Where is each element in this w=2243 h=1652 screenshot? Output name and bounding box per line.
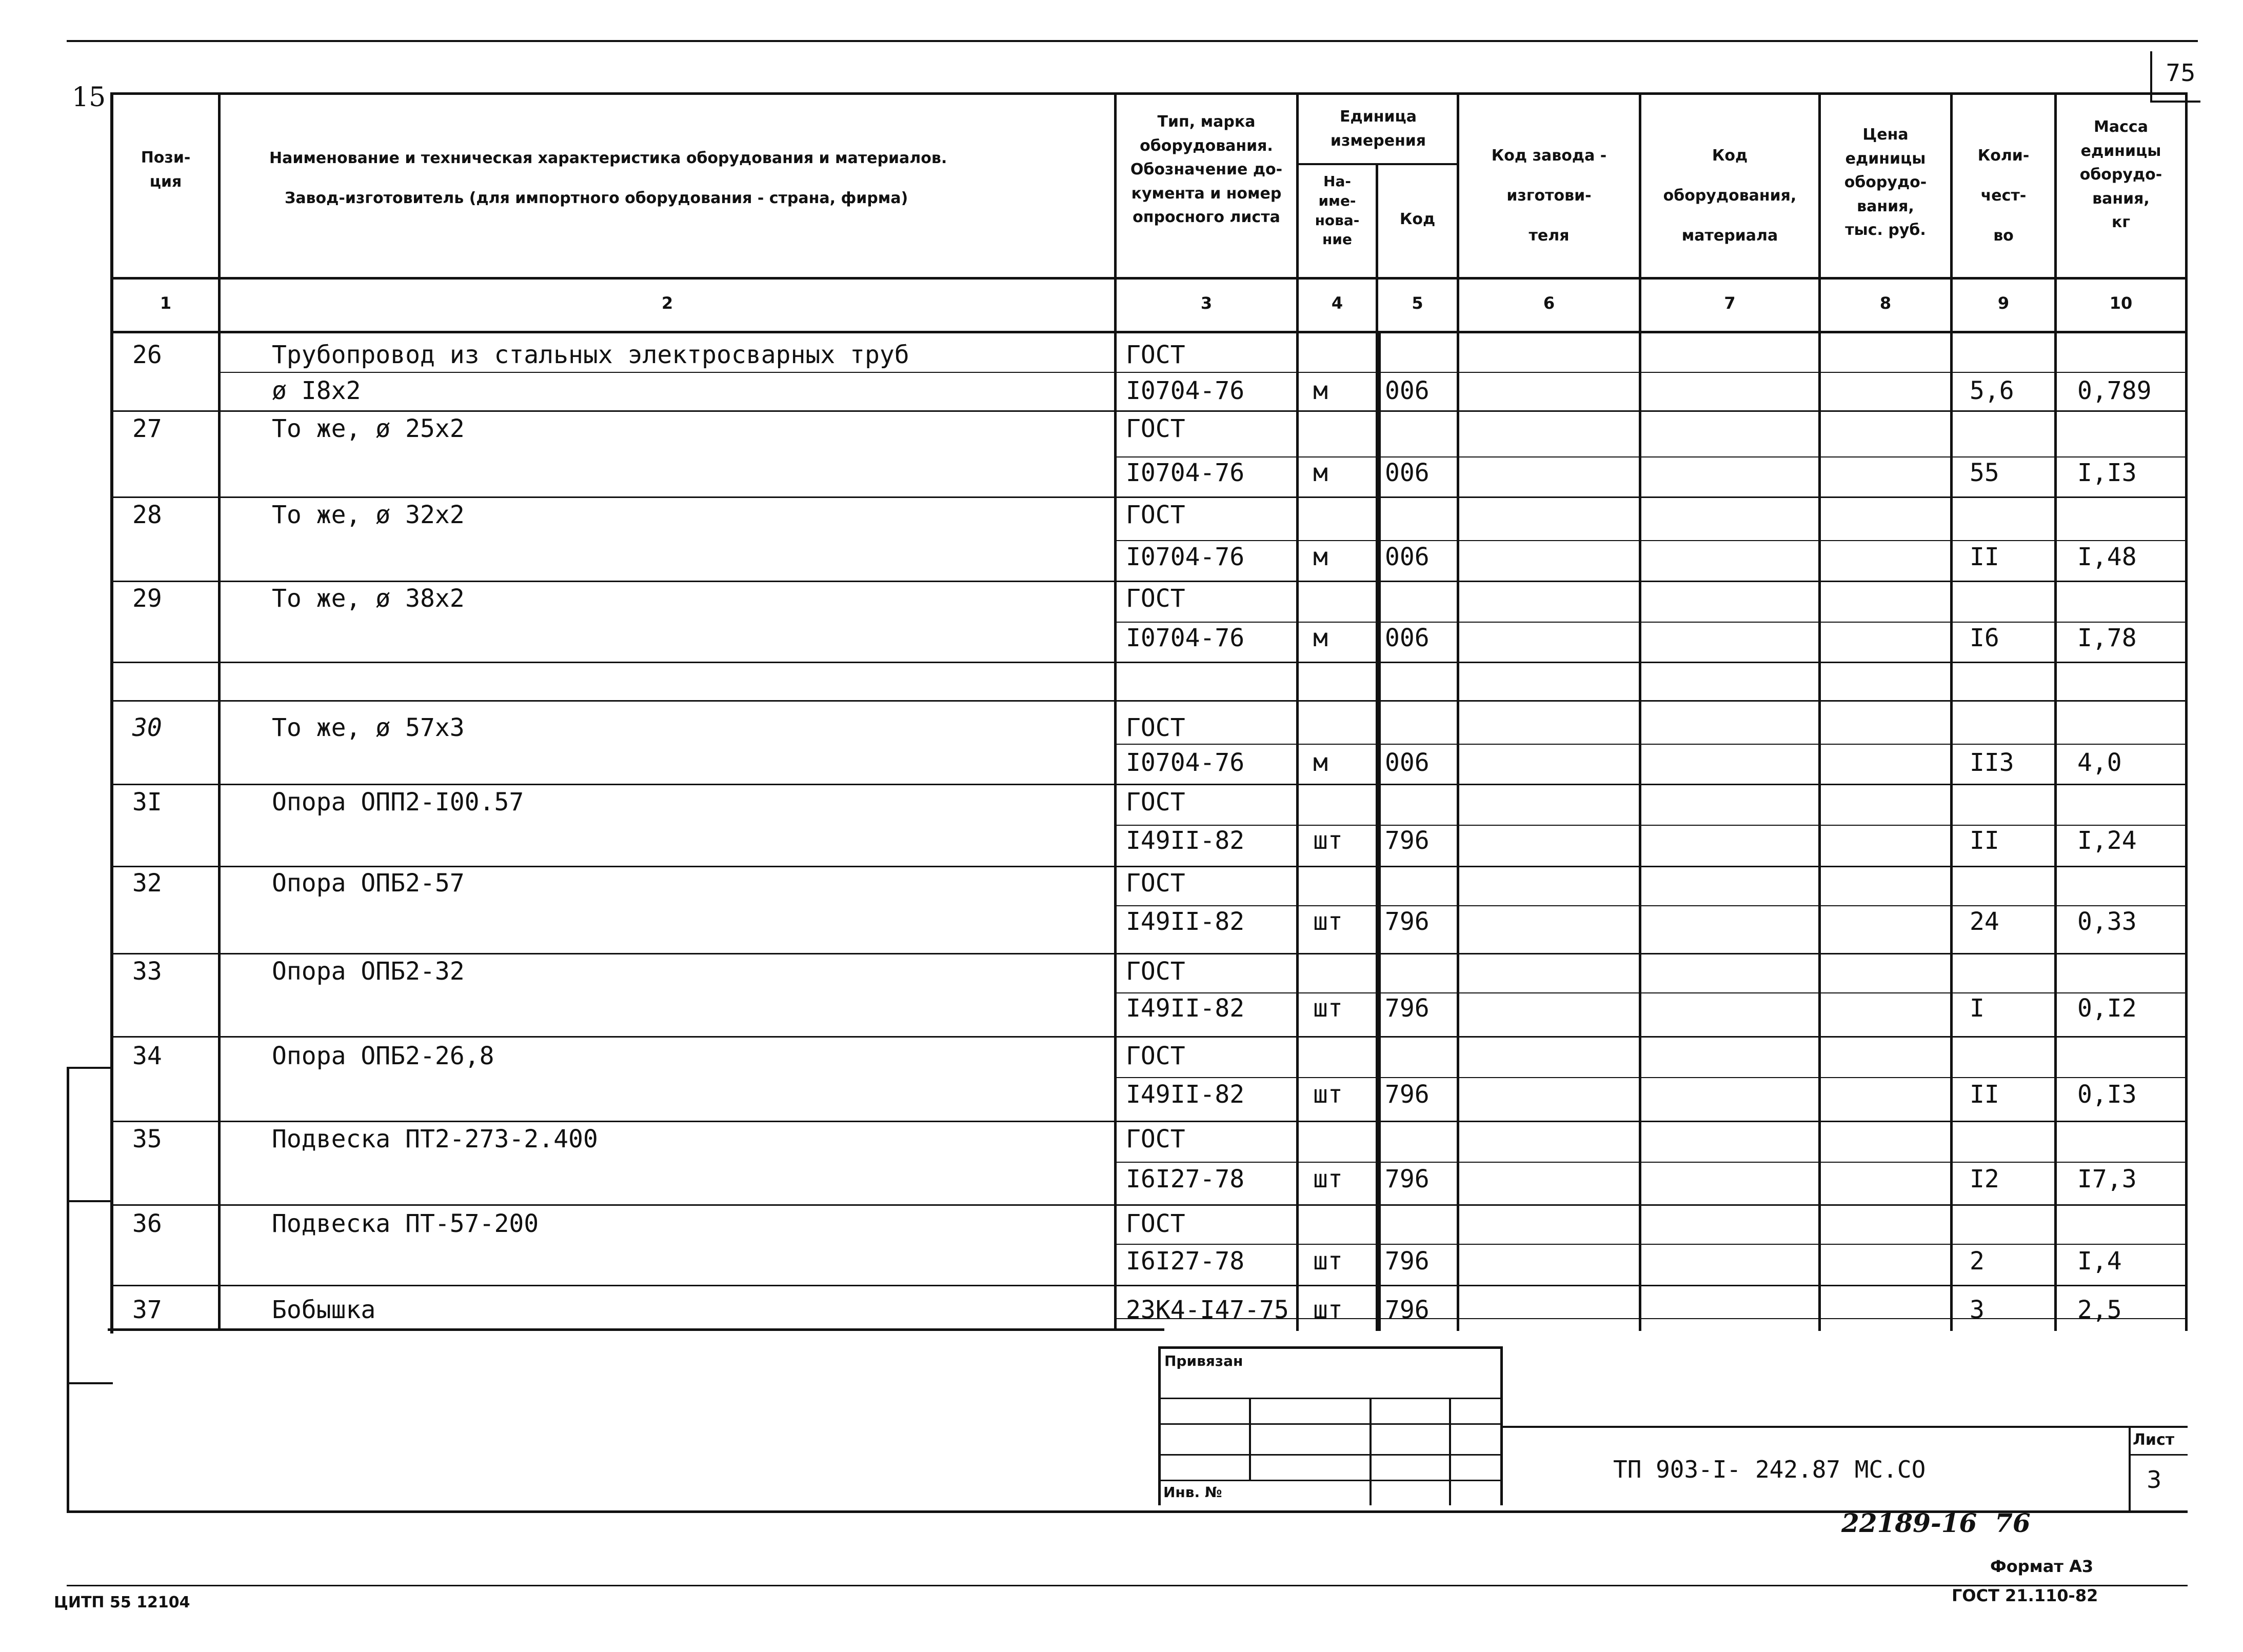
row-name: ø I8x2 <box>272 376 361 405</box>
row-quantity: II <box>1970 543 1999 571</box>
row-unit: шт <box>1313 1247 1343 1276</box>
header-unit-name: На- име- нова- ние <box>1315 173 1360 248</box>
row-position: 32 <box>132 869 162 898</box>
row-document: I0704-76 <box>1126 748 1245 777</box>
row-document: I6I27-78 <box>1126 1165 1245 1193</box>
header-unit-group: Единица измерения <box>1330 108 1426 150</box>
row-name: Опора ОПП2-I00.57 <box>272 788 524 817</box>
stamp-inventory: Инв. № <box>1163 1484 1222 1501</box>
row-unit: м <box>1313 376 1328 405</box>
row-document: I0704-76 <box>1126 459 1245 487</box>
row-name: То же, ø 38x2 <box>272 584 465 613</box>
header-name: Наименование и техническая характеристика оборудования и материалов. Завод-изготовитель (для импортного оборудования - страна, фирма) <box>269 149 947 207</box>
row-unit-code: 796 <box>1385 994 1430 1023</box>
sheet-label: Лист <box>2133 1431 2175 1449</box>
row-quantity: I <box>1970 994 1984 1023</box>
row-document: I0704-76 <box>1126 624 1245 652</box>
row-document: ГОСТ <box>1126 869 1185 898</box>
row-name: Опора ОПБ2-26,8 <box>272 1042 494 1070</box>
row-unit-code: 006 <box>1385 748 1430 777</box>
col-number: 4 <box>1331 293 1343 313</box>
row-unit-code: 796 <box>1385 1080 1430 1109</box>
row-unit-code: 796 <box>1385 1247 1430 1276</box>
row-name: Опора ОПБ2-57 <box>272 869 465 898</box>
row-name: Бобышка <box>272 1296 376 1324</box>
row-mass: 0,789 <box>2077 376 2152 405</box>
row-mass: 0,33 <box>2077 907 2137 936</box>
row-unit-code: 796 <box>1385 1165 1430 1193</box>
header-type: Тип, марка оборудования. Обозначение до- кумента и номер опросного листа <box>1130 113 1283 226</box>
row-document: 23К4-I47-75 <box>1126 1296 1289 1324</box>
row-quantity: 55 <box>1970 459 1999 487</box>
row-mass: I,4 <box>2077 1247 2122 1276</box>
print-code: ЦИТП 55 12104 <box>54 1594 190 1611</box>
row-quantity: 5,6 <box>1970 376 2014 405</box>
row-quantity: I6 <box>1970 624 1999 652</box>
row-name: То же, ø 25x2 <box>272 414 465 443</box>
col-number: 10 <box>2109 293 2133 313</box>
col-number: 8 <box>1879 293 1892 313</box>
inventory-handwritten: 22189-16 76 <box>1841 1508 2031 1538</box>
row-name: Подвеска ПТ-57-200 <box>272 1209 539 1238</box>
row-name: Подвеска ПТ2-273-2.400 <box>272 1125 598 1153</box>
row-document: ГОСТ <box>1126 1125 1185 1153</box>
row-name: То же, ø 32x2 <box>272 501 465 529</box>
row-unit-code: 006 <box>1385 376 1430 405</box>
row-position: 34 <box>132 1042 162 1070</box>
row-document: ГОСТ <box>1126 957 1185 986</box>
row-name: Опора ОПБ2-32 <box>272 957 465 986</box>
row-document: I49II-82 <box>1126 994 1245 1023</box>
header-mass: Масса единицы оборудо- вания, кг <box>2079 118 2162 231</box>
row-position: 26 <box>132 341 162 369</box>
row-document: I49II-82 <box>1126 907 1245 936</box>
col-number: 2 <box>661 293 673 313</box>
row-unit: м <box>1313 459 1328 487</box>
row-mass: I,78 <box>2077 624 2137 652</box>
row-document: I0704-76 <box>1126 543 1245 571</box>
row-quantity: 2 <box>1970 1247 1984 1276</box>
row-document: I49II-82 <box>1126 826 1245 855</box>
row-mass: 4,0 <box>2077 748 2122 777</box>
row-unit-code: 796 <box>1385 826 1430 855</box>
row-position: 3I <box>132 788 162 817</box>
page-corner-number: 15 <box>72 82 106 113</box>
row-position: 35 <box>132 1125 162 1153</box>
row-document: ГОСТ <box>1126 1042 1185 1070</box>
row-mass: 2,5 <box>2077 1296 2122 1324</box>
gost-label: ГОСТ 21.110-82 <box>1952 1586 2098 1605</box>
header-plant-code: Код завода - изготови- теля <box>1491 147 1607 245</box>
row-quantity: II <box>1970 826 1999 855</box>
row-unit-code: 006 <box>1385 459 1430 487</box>
col-number: 7 <box>1724 293 1736 313</box>
row-unit-code: 006 <box>1385 624 1430 652</box>
row-unit: м <box>1313 543 1328 571</box>
sheet-number-top: 75 <box>2166 59 2196 87</box>
header-unit-code: Код <box>1399 210 1436 228</box>
row-unit: шт <box>1313 1165 1343 1193</box>
row-mass: I7,3 <box>2077 1165 2137 1193</box>
row-mass: I,24 <box>2077 826 2137 855</box>
row-unit: шт <box>1313 907 1343 936</box>
row-quantity: II3 <box>1970 748 2014 777</box>
col-number: 9 <box>1997 293 2010 313</box>
row-document: ГОСТ <box>1126 341 1185 369</box>
row-position: 27 <box>132 414 162 443</box>
row-position: 30 <box>132 713 162 742</box>
row-name: Трубопровод из стальных электросварных труб <box>272 341 909 369</box>
stamp-privyazan: Привязан <box>1164 1352 1243 1369</box>
row-mass: I,48 <box>2077 543 2137 571</box>
col-number: 1 <box>160 293 172 313</box>
row-unit: шт <box>1313 1296 1343 1324</box>
format-label: Формат А3 <box>1990 1557 2094 1576</box>
row-document: ГОСТ <box>1126 713 1185 742</box>
row-unit-code: 006 <box>1385 543 1430 571</box>
row-position: 36 <box>132 1209 162 1238</box>
row-document: I49II-82 <box>1126 1080 1245 1109</box>
row-position: 33 <box>132 957 162 986</box>
header-material-code: Код оборудования, материала <box>1663 147 1797 245</box>
col-number: 3 <box>1200 293 1213 313</box>
row-unit-code: 796 <box>1385 907 1430 936</box>
row-mass: 0,I2 <box>2077 994 2137 1023</box>
row-unit: шт <box>1313 994 1343 1023</box>
row-unit: м <box>1313 748 1328 777</box>
header-price: Цена единицы оборудо- вания, тыс. руб. <box>1844 126 1927 239</box>
row-unit: шт <box>1313 1080 1343 1109</box>
document-designation: ТП 903-I- 242.87 МС.СО <box>1613 1456 1926 1483</box>
col-number: 6 <box>1543 293 1555 313</box>
row-position: 37 <box>132 1296 162 1324</box>
row-document: ГОСТ <box>1126 584 1185 613</box>
col-number: 5 <box>1412 293 1423 313</box>
row-unit: шт <box>1313 826 1343 855</box>
row-quantity: 24 <box>1970 907 1999 936</box>
row-document: ГОСТ <box>1126 414 1185 443</box>
row-quantity: II <box>1970 1080 1999 1109</box>
row-name: То же, ø 57x3 <box>272 713 465 742</box>
row-mass: I,I3 <box>2077 459 2137 487</box>
row-unit: м <box>1313 624 1328 652</box>
row-document: ГОСТ <box>1126 501 1185 529</box>
row-document: ГОСТ <box>1126 1209 1185 1238</box>
row-position: 29 <box>132 584 162 613</box>
row-mass: 0,I3 <box>2077 1080 2137 1109</box>
header-quantity: Коли- чест- во <box>1977 147 2030 245</box>
row-position: 28 <box>132 501 162 529</box>
sheet-number: 3 <box>2147 1466 2162 1494</box>
row-document: ГОСТ <box>1126 788 1185 817</box>
row-quantity: 3 <box>1970 1296 1984 1324</box>
row-unit-code: 796 <box>1385 1296 1430 1324</box>
row-document: I0704-76 <box>1126 376 1245 405</box>
header-position: Пози- ция <box>141 149 191 191</box>
row-document: I6I27-78 <box>1126 1247 1245 1276</box>
row-quantity: I2 <box>1970 1165 1999 1193</box>
